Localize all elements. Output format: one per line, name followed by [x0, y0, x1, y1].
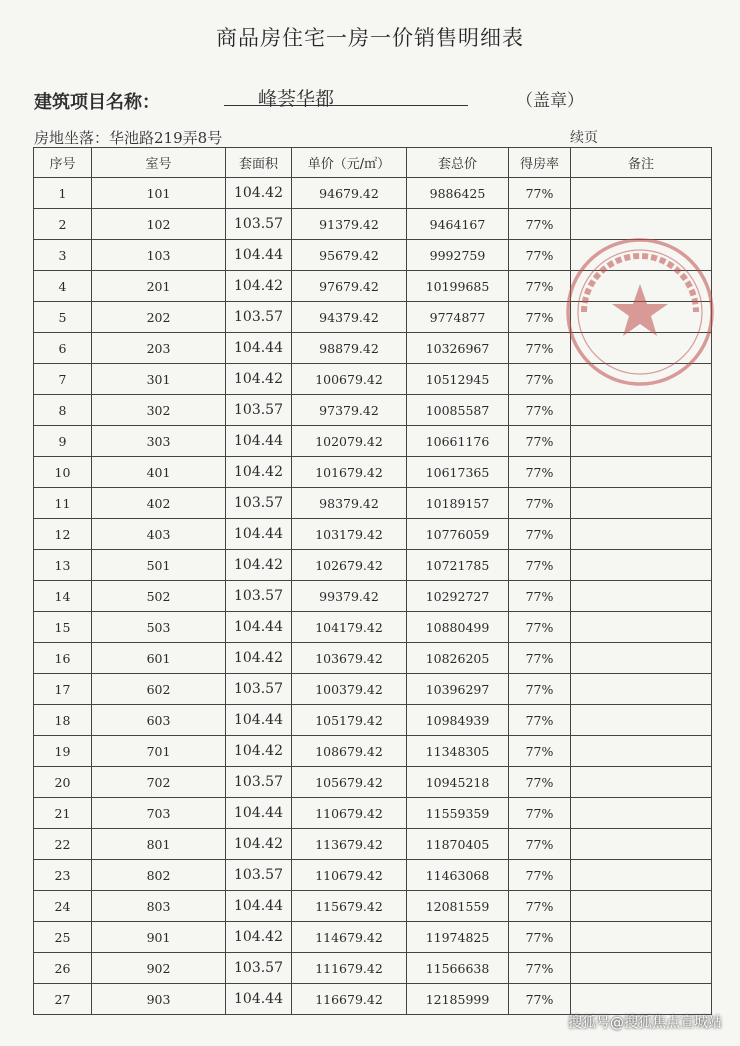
cell-efficiency: 77% [509, 395, 571, 426]
cell-seq: 4 [34, 271, 92, 302]
cell-remark [571, 705, 712, 736]
cell-unit-price: 99379.42 [292, 581, 407, 612]
cell-total: 10945218 [407, 767, 509, 798]
cell-room: 901 [92, 922, 226, 953]
cell-area: 104.42 [226, 457, 292, 488]
cell-room: 703 [92, 798, 226, 829]
cell-area: 103.57 [226, 674, 292, 705]
cell-efficiency: 77% [509, 922, 571, 953]
cell-seq: 11 [34, 488, 92, 519]
cell-unit-price: 110679.42 [292, 798, 407, 829]
cell-unit-price: 103679.42 [292, 643, 407, 674]
cell-area: 104.44 [226, 240, 292, 271]
table-row [34, 798, 712, 829]
cell-efficiency: 77% [509, 364, 571, 395]
cell-unit-price: 94679.42 [292, 178, 407, 209]
cell-seq: 14 [34, 581, 92, 612]
cell-unit-price: 97379.42 [292, 395, 407, 426]
cell-unit-price: 98379.42 [292, 488, 407, 519]
cell-efficiency: 77% [509, 860, 571, 891]
cell-unit-price: 104179.42 [292, 612, 407, 643]
cell-seq: 10 [34, 457, 92, 488]
cell-efficiency: 77% [509, 457, 571, 488]
cell-total: 10661176 [407, 426, 509, 457]
cell-total: 10880499 [407, 612, 509, 643]
cell-seq: 23 [34, 860, 92, 891]
cell-total: 10396297 [407, 674, 509, 705]
cell-remark [571, 395, 712, 426]
cell-total: 10617365 [407, 457, 509, 488]
table-row [34, 426, 712, 457]
table-row [34, 395, 712, 426]
cell-area: 104.42 [226, 364, 292, 395]
cell-unit-price: 116679.42 [292, 984, 407, 1015]
cell-area: 104.42 [226, 643, 292, 674]
cell-room: 601 [92, 643, 226, 674]
cell-seq: 8 [34, 395, 92, 426]
cell-remark [571, 860, 712, 891]
cell-seq: 20 [34, 767, 92, 798]
cell-seq: 7 [34, 364, 92, 395]
cell-total: 10199685 [407, 271, 509, 302]
cell-remark [571, 488, 712, 519]
cell-room: 501 [92, 550, 226, 581]
cell-total: 10085587 [407, 395, 509, 426]
cell-unit-price: 114679.42 [292, 922, 407, 953]
header-remark: 备注 [571, 148, 712, 178]
cell-seq: 2 [34, 209, 92, 240]
cell-total: 11566638 [407, 953, 509, 984]
cell-remark [571, 302, 712, 333]
project-name: 峰荟华都 [224, 84, 468, 106]
cell-total: 12081559 [407, 891, 509, 922]
cell-seq: 25 [34, 922, 92, 953]
cell-efficiency: 77% [509, 209, 571, 240]
cell-room: 402 [92, 488, 226, 519]
cell-room: 903 [92, 984, 226, 1015]
cell-total: 11348305 [407, 736, 509, 767]
table-row [34, 457, 712, 488]
cell-total: 11974825 [407, 922, 509, 953]
cell-room: 203 [92, 333, 226, 364]
cell-area: 103.57 [226, 302, 292, 333]
cell-total: 9886425 [407, 178, 509, 209]
cell-total: 10826205 [407, 643, 509, 674]
table-row [34, 364, 712, 395]
cell-remark [571, 674, 712, 705]
cell-seq: 17 [34, 674, 92, 705]
cell-efficiency: 77% [509, 426, 571, 457]
cell-area: 104.44 [226, 333, 292, 364]
cell-area: 104.44 [226, 705, 292, 736]
cell-area: 104.44 [226, 798, 292, 829]
cell-total: 9464167 [407, 209, 509, 240]
cell-efficiency: 77% [509, 178, 571, 209]
cell-unit-price: 105179.42 [292, 705, 407, 736]
cell-efficiency: 77% [509, 333, 571, 364]
cell-efficiency: 77% [509, 550, 571, 581]
cell-unit-price: 102079.42 [292, 426, 407, 457]
cell-area: 103.57 [226, 953, 292, 984]
cell-total: 12185999 [407, 984, 509, 1015]
table-row [34, 519, 712, 550]
table-row [34, 767, 712, 798]
location [34, 127, 222, 148]
cell-area: 103.57 [226, 767, 292, 798]
table-row [34, 860, 712, 891]
cell-total: 10721785 [407, 550, 509, 581]
header-total: 套总价 [407, 148, 509, 178]
cell-total: 10292727 [407, 581, 509, 612]
table-row [34, 302, 712, 333]
cell-area: 104.42 [226, 178, 292, 209]
cell-area: 104.42 [226, 550, 292, 581]
cell-area: 103.57 [226, 860, 292, 891]
location-label: 房地坐落： [34, 129, 110, 147]
cell-remark [571, 581, 712, 612]
cell-total: 10776059 [407, 519, 509, 550]
cell-area: 103.57 [226, 581, 292, 612]
cell-unit-price: 100379.42 [292, 674, 407, 705]
cell-remark [571, 333, 712, 364]
cell-room: 803 [92, 891, 226, 922]
cell-seq: 1 [34, 178, 92, 209]
table-body [34, 178, 712, 1015]
cell-unit-price: 110679.42 [292, 860, 407, 891]
table-row [34, 488, 712, 519]
cell-area: 103.57 [226, 395, 292, 426]
cell-remark [571, 364, 712, 395]
cell-total: 11559359 [407, 798, 509, 829]
cell-room: 801 [92, 829, 226, 860]
cell-remark [571, 767, 712, 798]
page-title: 商品房住宅一房一价销售明细表 [216, 26, 524, 50]
cell-room: 202 [92, 302, 226, 333]
cell-area: 104.44 [226, 984, 292, 1015]
header-efficiency: 得房率 [509, 148, 571, 178]
table-row [34, 922, 712, 953]
table-row [34, 643, 712, 674]
cell-room: 502 [92, 581, 226, 612]
cell-unit-price: 95679.42 [292, 240, 407, 271]
cell-efficiency: 77% [509, 271, 571, 302]
cell-seq: 12 [34, 519, 92, 550]
cell-room: 902 [92, 953, 226, 984]
sales-table [33, 147, 712, 1015]
cell-efficiency: 77% [509, 705, 571, 736]
cell-room: 102 [92, 209, 226, 240]
cell-unit-price: 91379.42 [292, 209, 407, 240]
cell-room: 401 [92, 457, 226, 488]
cell-seq: 13 [34, 550, 92, 581]
cell-area: 103.57 [226, 488, 292, 519]
cell-area: 104.44 [226, 891, 292, 922]
cell-unit-price: 103179.42 [292, 519, 407, 550]
cell-remark [571, 829, 712, 860]
cell-seq: 15 [34, 612, 92, 643]
table-row [34, 271, 712, 302]
cell-total: 10326967 [407, 333, 509, 364]
seal-label: （盖章） [516, 91, 584, 111]
table-row [34, 178, 712, 209]
cell-unit-price: 105679.42 [292, 767, 407, 798]
cell-remark [571, 178, 712, 209]
table-row [34, 829, 712, 860]
cell-total: 11463068 [407, 860, 509, 891]
cell-remark [571, 891, 712, 922]
table-row [34, 891, 712, 922]
header-seq: 序号 [34, 148, 92, 178]
cell-area: 104.42 [226, 922, 292, 953]
header-room: 室号 [92, 148, 226, 178]
cell-unit-price: 94379.42 [292, 302, 407, 333]
table-header-row [34, 148, 712, 178]
cell-room: 603 [92, 705, 226, 736]
table-row [34, 705, 712, 736]
cell-remark [571, 953, 712, 984]
location-value: 华池路219弄8号 [109, 129, 223, 147]
cell-area: 104.44 [226, 519, 292, 550]
cell-seq: 6 [34, 333, 92, 364]
cell-seq: 19 [34, 736, 92, 767]
cell-area: 104.44 [226, 426, 292, 457]
table-row [34, 209, 712, 240]
cell-room: 503 [92, 612, 226, 643]
cell-total: 9992759 [407, 240, 509, 271]
cell-efficiency: 77% [509, 488, 571, 519]
cell-room: 802 [92, 860, 226, 891]
table-row [34, 736, 712, 767]
cell-efficiency: 77% [509, 581, 571, 612]
cell-total: 11870405 [407, 829, 509, 860]
cell-area: 103.57 [226, 209, 292, 240]
cell-room: 403 [92, 519, 226, 550]
cell-seq: 16 [34, 643, 92, 674]
cell-seq: 3 [34, 240, 92, 271]
cell-efficiency: 77% [509, 891, 571, 922]
cell-room: 101 [92, 178, 226, 209]
cell-unit-price: 115679.42 [292, 891, 407, 922]
header-unit-price: 单价（元/㎡） [292, 148, 407, 178]
cell-room: 602 [92, 674, 226, 705]
cell-efficiency: 77% [509, 302, 571, 333]
project-label: 建筑项目名称： [34, 92, 160, 113]
cell-room: 702 [92, 767, 226, 798]
cell-remark [571, 612, 712, 643]
cell-unit-price: 98879.42 [292, 333, 407, 364]
cell-room: 103 [92, 240, 226, 271]
cell-room: 701 [92, 736, 226, 767]
cell-unit-price: 113679.42 [292, 829, 407, 860]
cell-efficiency: 77% [509, 953, 571, 984]
cell-seq: 26 [34, 953, 92, 984]
cell-seq: 18 [34, 705, 92, 736]
project-row [34, 84, 594, 114]
table-row [34, 612, 712, 643]
table-row [34, 581, 712, 612]
cell-efficiency: 77% [509, 612, 571, 643]
cell-unit-price: 102679.42 [292, 550, 407, 581]
continued-label: 续页 [570, 130, 598, 146]
table-row [34, 674, 712, 705]
cell-remark [571, 519, 712, 550]
cell-remark [571, 643, 712, 674]
cell-seq: 9 [34, 426, 92, 457]
table-row [34, 953, 712, 984]
cell-remark [571, 426, 712, 457]
watermark: 搜狐号@搜狐焦点宣城站 [568, 1015, 722, 1031]
table-row [34, 550, 712, 581]
cell-efficiency: 77% [509, 767, 571, 798]
cell-remark [571, 240, 712, 271]
cell-remark [571, 271, 712, 302]
cell-area: 104.42 [226, 736, 292, 767]
cell-total: 10984939 [407, 705, 509, 736]
table-row [34, 240, 712, 271]
cell-total: 10512945 [407, 364, 509, 395]
cell-efficiency: 77% [509, 829, 571, 860]
cell-efficiency: 77% [509, 736, 571, 767]
cell-unit-price: 100679.42 [292, 364, 407, 395]
cell-total: 9774877 [407, 302, 509, 333]
cell-seq: 27 [34, 984, 92, 1015]
cell-remark [571, 550, 712, 581]
cell-seq: 5 [34, 302, 92, 333]
cell-seq: 21 [34, 798, 92, 829]
cell-efficiency: 77% [509, 674, 571, 705]
cell-unit-price: 111679.42 [292, 953, 407, 984]
cell-efficiency: 77% [509, 643, 571, 674]
header-area: 套面积 [226, 148, 292, 178]
table-row [34, 984, 712, 1015]
cell-room: 303 [92, 426, 226, 457]
table-row [34, 333, 712, 364]
cell-efficiency: 77% [509, 798, 571, 829]
cell-room: 301 [92, 364, 226, 395]
cell-area: 104.42 [226, 829, 292, 860]
cell-area: 104.42 [226, 271, 292, 302]
cell-room: 201 [92, 271, 226, 302]
cell-remark [571, 457, 712, 488]
cell-remark [571, 922, 712, 953]
cell-remark [571, 209, 712, 240]
cell-seq: 22 [34, 829, 92, 860]
cell-unit-price: 101679.42 [292, 457, 407, 488]
cell-seq: 24 [34, 891, 92, 922]
cell-unit-price: 108679.42 [292, 736, 407, 767]
cell-remark [571, 798, 712, 829]
cell-efficiency: 77% [509, 240, 571, 271]
cell-room: 302 [92, 395, 226, 426]
cell-total: 10189157 [407, 488, 509, 519]
cell-remark [571, 736, 712, 767]
cell-unit-price: 97679.42 [292, 271, 407, 302]
cell-efficiency: 77% [509, 984, 571, 1015]
cell-area: 104.44 [226, 612, 292, 643]
cell-remark [571, 984, 712, 1015]
cell-efficiency: 77% [509, 519, 571, 550]
